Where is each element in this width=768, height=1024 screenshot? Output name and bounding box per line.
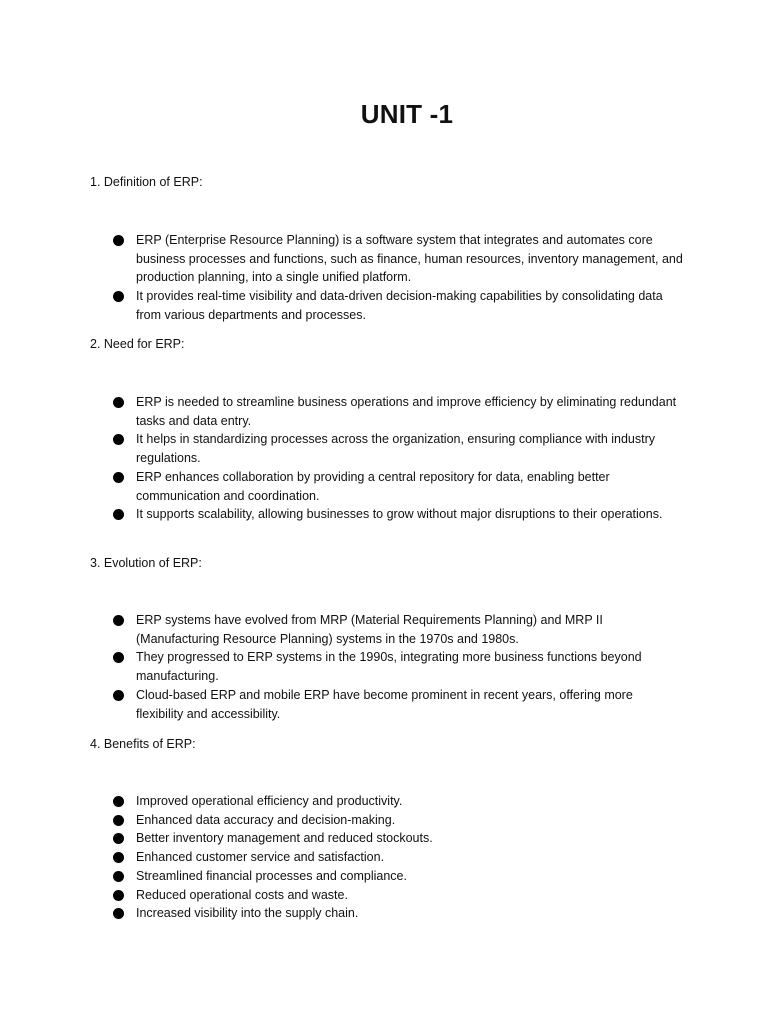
bullet-icon — [113, 890, 124, 901]
bullet-icon — [113, 815, 124, 826]
bullet-list-benefits — [113, 792, 683, 923]
bullet-icon — [113, 871, 124, 882]
list-item-text: Better inventory management and reduced stockouts. — [136, 831, 433, 846]
list-item-text: It provides real-time visibility and data-driven decision-making capabilities by consolidating data from various departments and processes. — [136, 289, 663, 322]
list-item-text: Enhanced customer service and satisfaction. — [136, 850, 385, 865]
list-item — [113, 811, 683, 830]
section-heading-benefits: 4. Benefits of ERP: — [90, 737, 196, 751]
bullet-icon — [113, 908, 124, 919]
list-item — [113, 867, 683, 886]
list-item-text: ERP is needed to streamline business operations and improve efficiency by eliminating redundant tasks and data entry. — [136, 395, 677, 428]
list-item — [113, 829, 683, 848]
bullet-icon — [113, 235, 124, 246]
list-item-text: Reduced operational costs and waste. — [136, 887, 348, 902]
list-item — [113, 430, 683, 467]
section-heading-need: 2. Need for ERP: — [90, 337, 185, 351]
list-item-text: It helps in standardizing processes across the organization, ensuring compliance with industry regulations. — [136, 432, 656, 466]
list-item-text: ERP systems have evolved from MRP (Material Requirements Planning) and MRP II (Manufacturing Resource Planning) systems in the 1970s and 1980s. — [136, 613, 603, 646]
list-item — [113, 904, 683, 923]
bullet-icon — [113, 652, 124, 663]
list-item-text: It supports scalability, allowing businesses to grow without major disruptions to their operations. — [136, 507, 663, 522]
bullet-icon — [113, 796, 124, 807]
list-item — [113, 648, 683, 685]
page-title: UNIT -1 — [360, 99, 454, 129]
bullet-icon — [113, 434, 124, 445]
bullet-icon — [113, 852, 124, 863]
bullet-icon — [113, 291, 124, 302]
list-item — [113, 886, 683, 905]
list-item — [113, 792, 683, 811]
bullet-icon — [113, 690, 124, 701]
list-item-text: Enhanced data accuracy and decision-making. — [136, 812, 396, 827]
list-item — [113, 686, 683, 723]
list-item-text: Cloud-based ERP and mobile ERP have become prominent in recent years, offering more flexibility and accessibility. — [136, 687, 633, 721]
bullet-list-need — [113, 393, 683, 524]
list-item-text: Streamlined financial processes and compliance. — [136, 868, 407, 883]
list-item — [113, 848, 683, 867]
list-item-text: Improved operational efficiency and productivity. — [136, 794, 403, 808]
section-heading-evolution: 3. Evolution of ERP: — [90, 556, 202, 570]
list-item — [113, 611, 683, 648]
list-item — [113, 468, 683, 505]
list-item-text: Increased visibility into the supply chain. — [136, 906, 359, 921]
bullet-icon — [113, 833, 124, 844]
section-heading-definition: 1. Definition of ERP: — [90, 175, 203, 189]
list-item — [113, 393, 683, 430]
list-item-text: ERP (Enterprise Resource Planning) is a software system that integrates and automates core business processes and functions, such as finance, human resources, inventory management, and production planning, into a single unified platform. — [136, 233, 683, 285]
bullet-list-definition — [113, 231, 683, 325]
list-item-text: ERP enhances collaboration by providing a central repository for data, enabling better communication and coordination. — [136, 469, 610, 503]
list-item — [113, 287, 683, 324]
bullet-icon — [113, 397, 124, 408]
bullet-icon — [113, 509, 124, 520]
bullet-icon — [113, 472, 124, 483]
list-item — [113, 231, 683, 287]
list-item — [113, 505, 683, 524]
bullet-list-evolution — [113, 611, 683, 723]
bullet-icon — [113, 615, 124, 626]
list-item-text: They progressed to ERP systems in the 1990s, integrating more business functions beyond manufacturing. — [136, 650, 642, 684]
